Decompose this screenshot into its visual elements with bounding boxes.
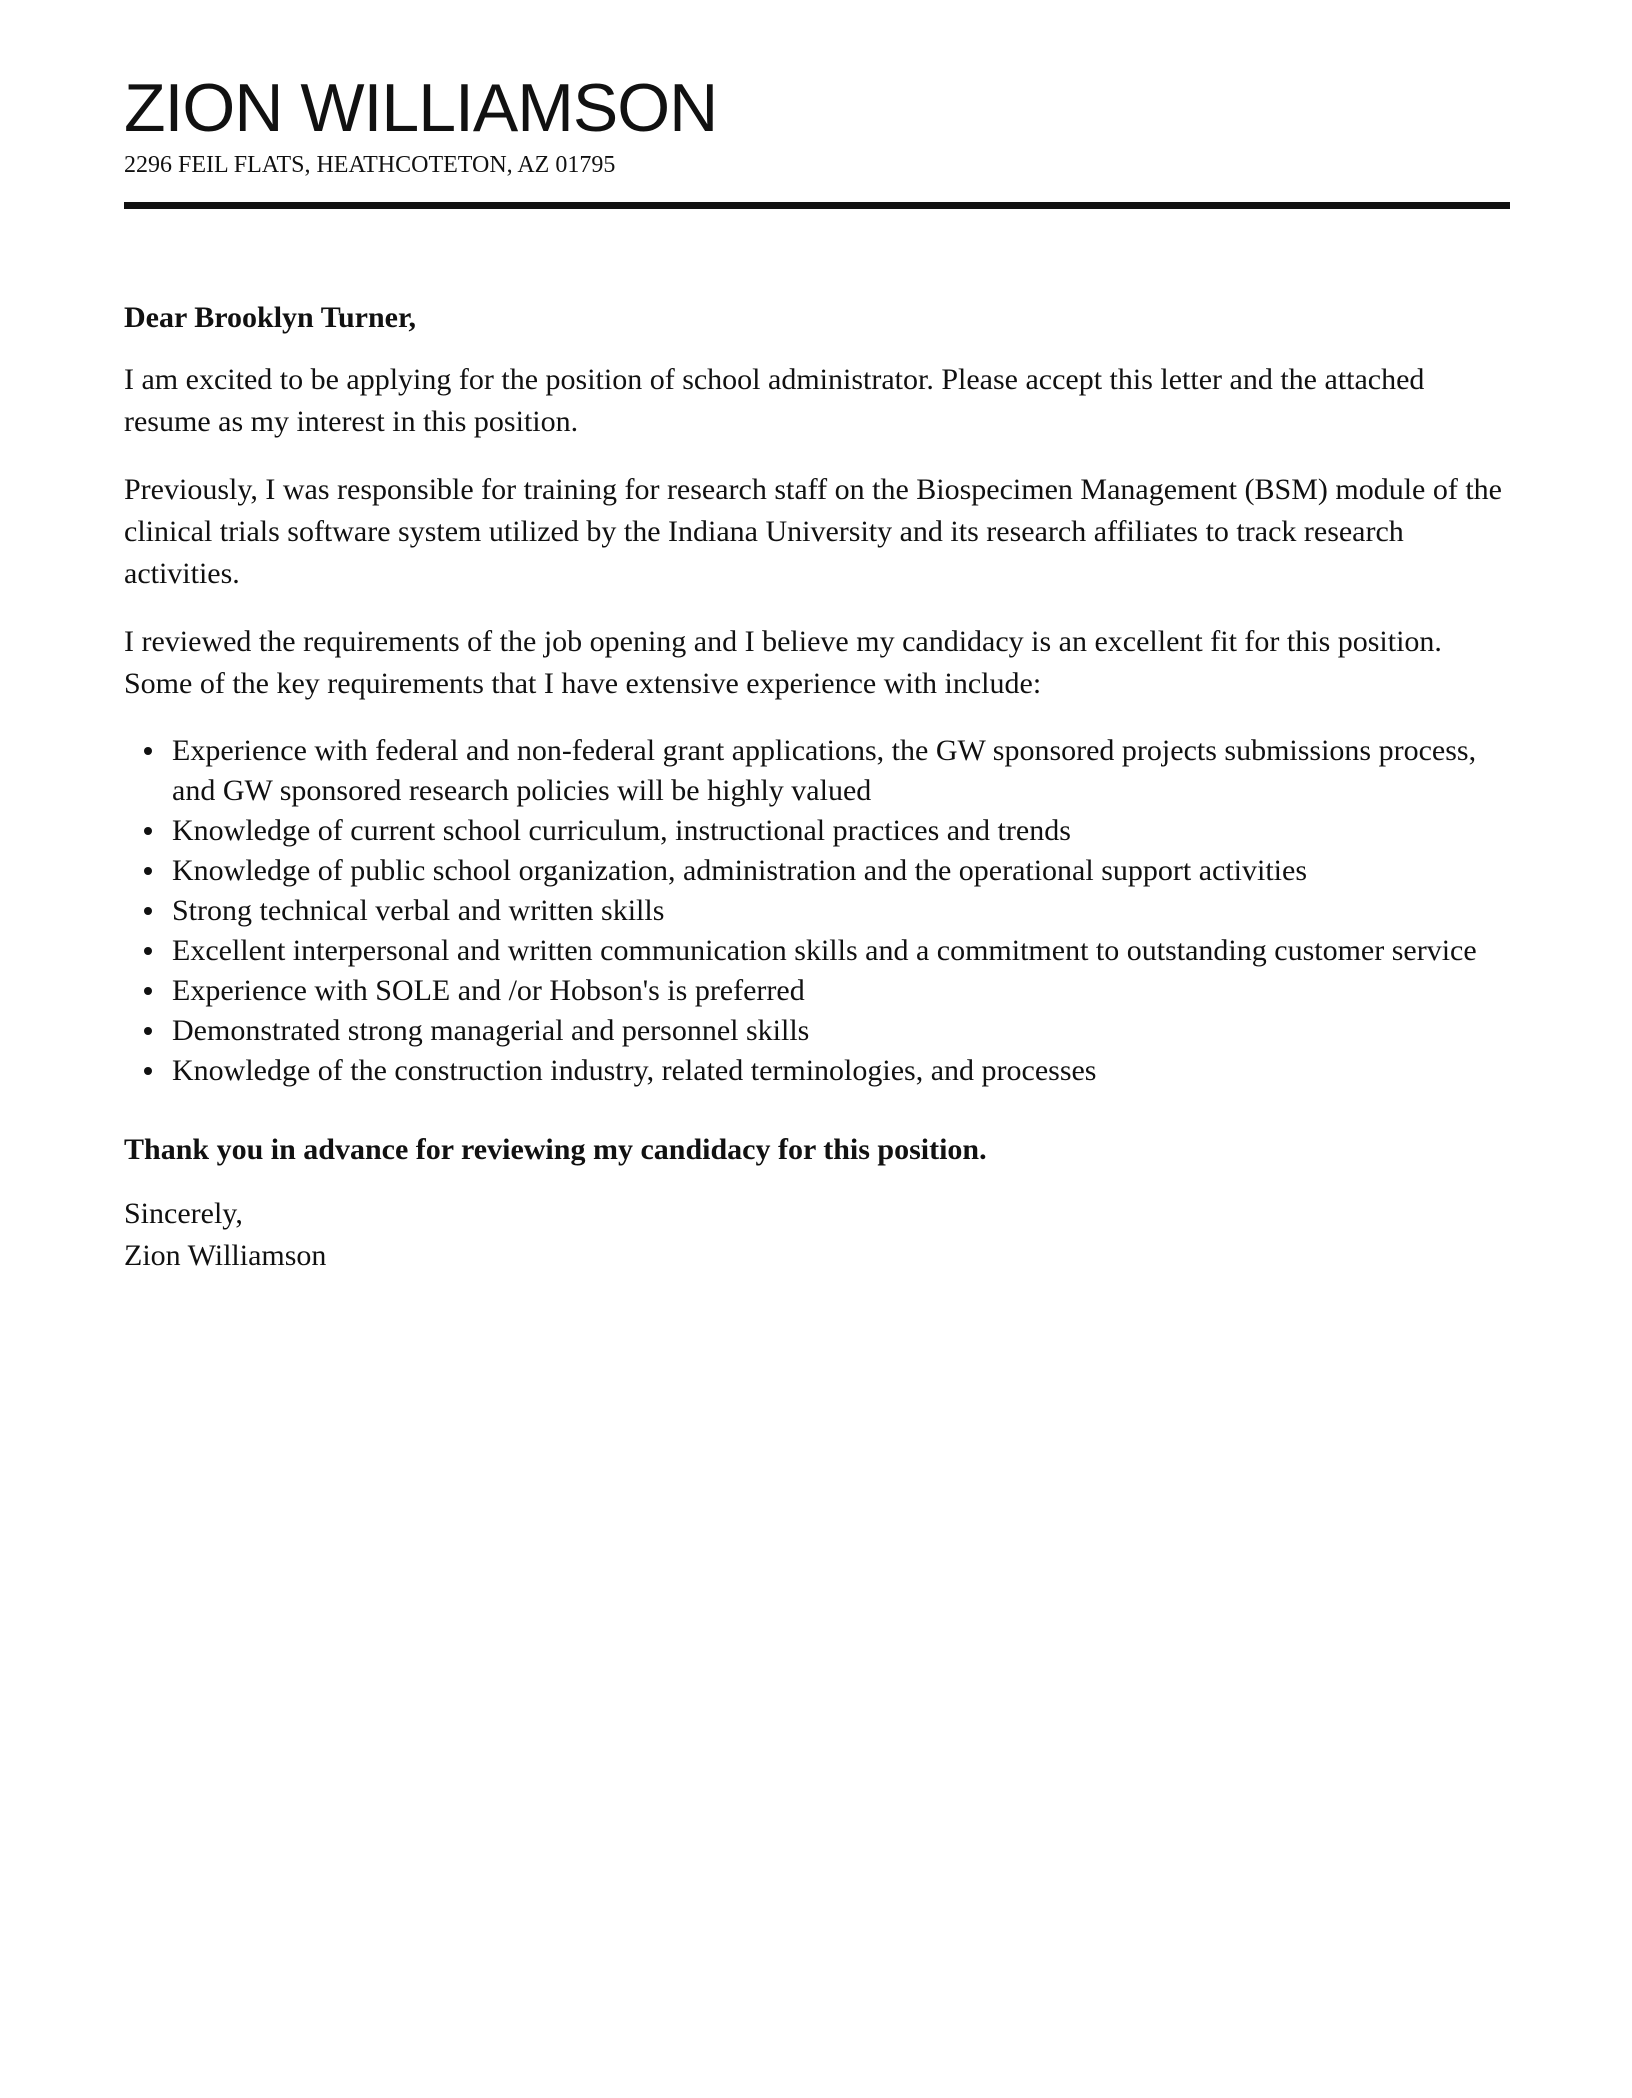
list-item: Knowledge of the construction industry, related terminologies, and processes bbox=[172, 1051, 1509, 1091]
thank-you-line: Thank you in advance for reviewing my candidacy for this position. bbox=[124, 1133, 987, 1166]
signature-name: Zion Williamson bbox=[124, 1239, 327, 1272]
letter-body bbox=[124, 297, 1509, 1277]
applicant-address: 2296 FEIL FLATS, HEATHCOTETON, AZ 01795 bbox=[124, 152, 616, 178]
requirements-list bbox=[124, 731, 1509, 1091]
experience-paragraph: Previously, I was responsible for training for research staff on the Biospecimen Management (BSM) module of the clinical trials software system utilized by the Indiana University and its research affiliates to track research activities. bbox=[124, 473, 1502, 590]
list-item: Excellent interpersonal and written communication skills and a commitment to outstanding customer service bbox=[172, 931, 1509, 971]
salutation: Dear Brooklyn Turner, bbox=[124, 301, 417, 334]
list-item: Knowledge of current school curriculum, instructional practices and trends bbox=[172, 811, 1509, 851]
list-item: Demonstrated strong managerial and personnel skills bbox=[172, 1011, 1509, 1051]
cover-letter-page bbox=[124, 0, 1509, 1277]
list-item: Knowledge of public school organization, administration and the operational support activities bbox=[172, 851, 1509, 891]
list-item: Strong technical verbal and written skills bbox=[172, 891, 1509, 931]
requirements-intro-paragraph: I reviewed the requirements of the job opening and I believe my candidacy is an excellent fit for this position. Some of the key requirements that I have extensive experience with include: bbox=[124, 625, 1442, 700]
applicant-name: ZION WILLIAMSON bbox=[124, 70, 718, 146]
intro-paragraph: I am excited to be applying for the position of school administrator. Please accept this letter and the attached resume as my interest in this position. bbox=[124, 363, 1425, 438]
list-item: Experience with SOLE and /or Hobson's is preferred bbox=[172, 971, 1509, 1011]
list-item: Experience with federal and non-federal grant applications, the GW sponsored projects submissions process, and GW sponsored research policies will be highly valued bbox=[172, 731, 1509, 811]
header-divider bbox=[124, 202, 1510, 209]
closing-line: Sincerely, bbox=[124, 1197, 243, 1230]
